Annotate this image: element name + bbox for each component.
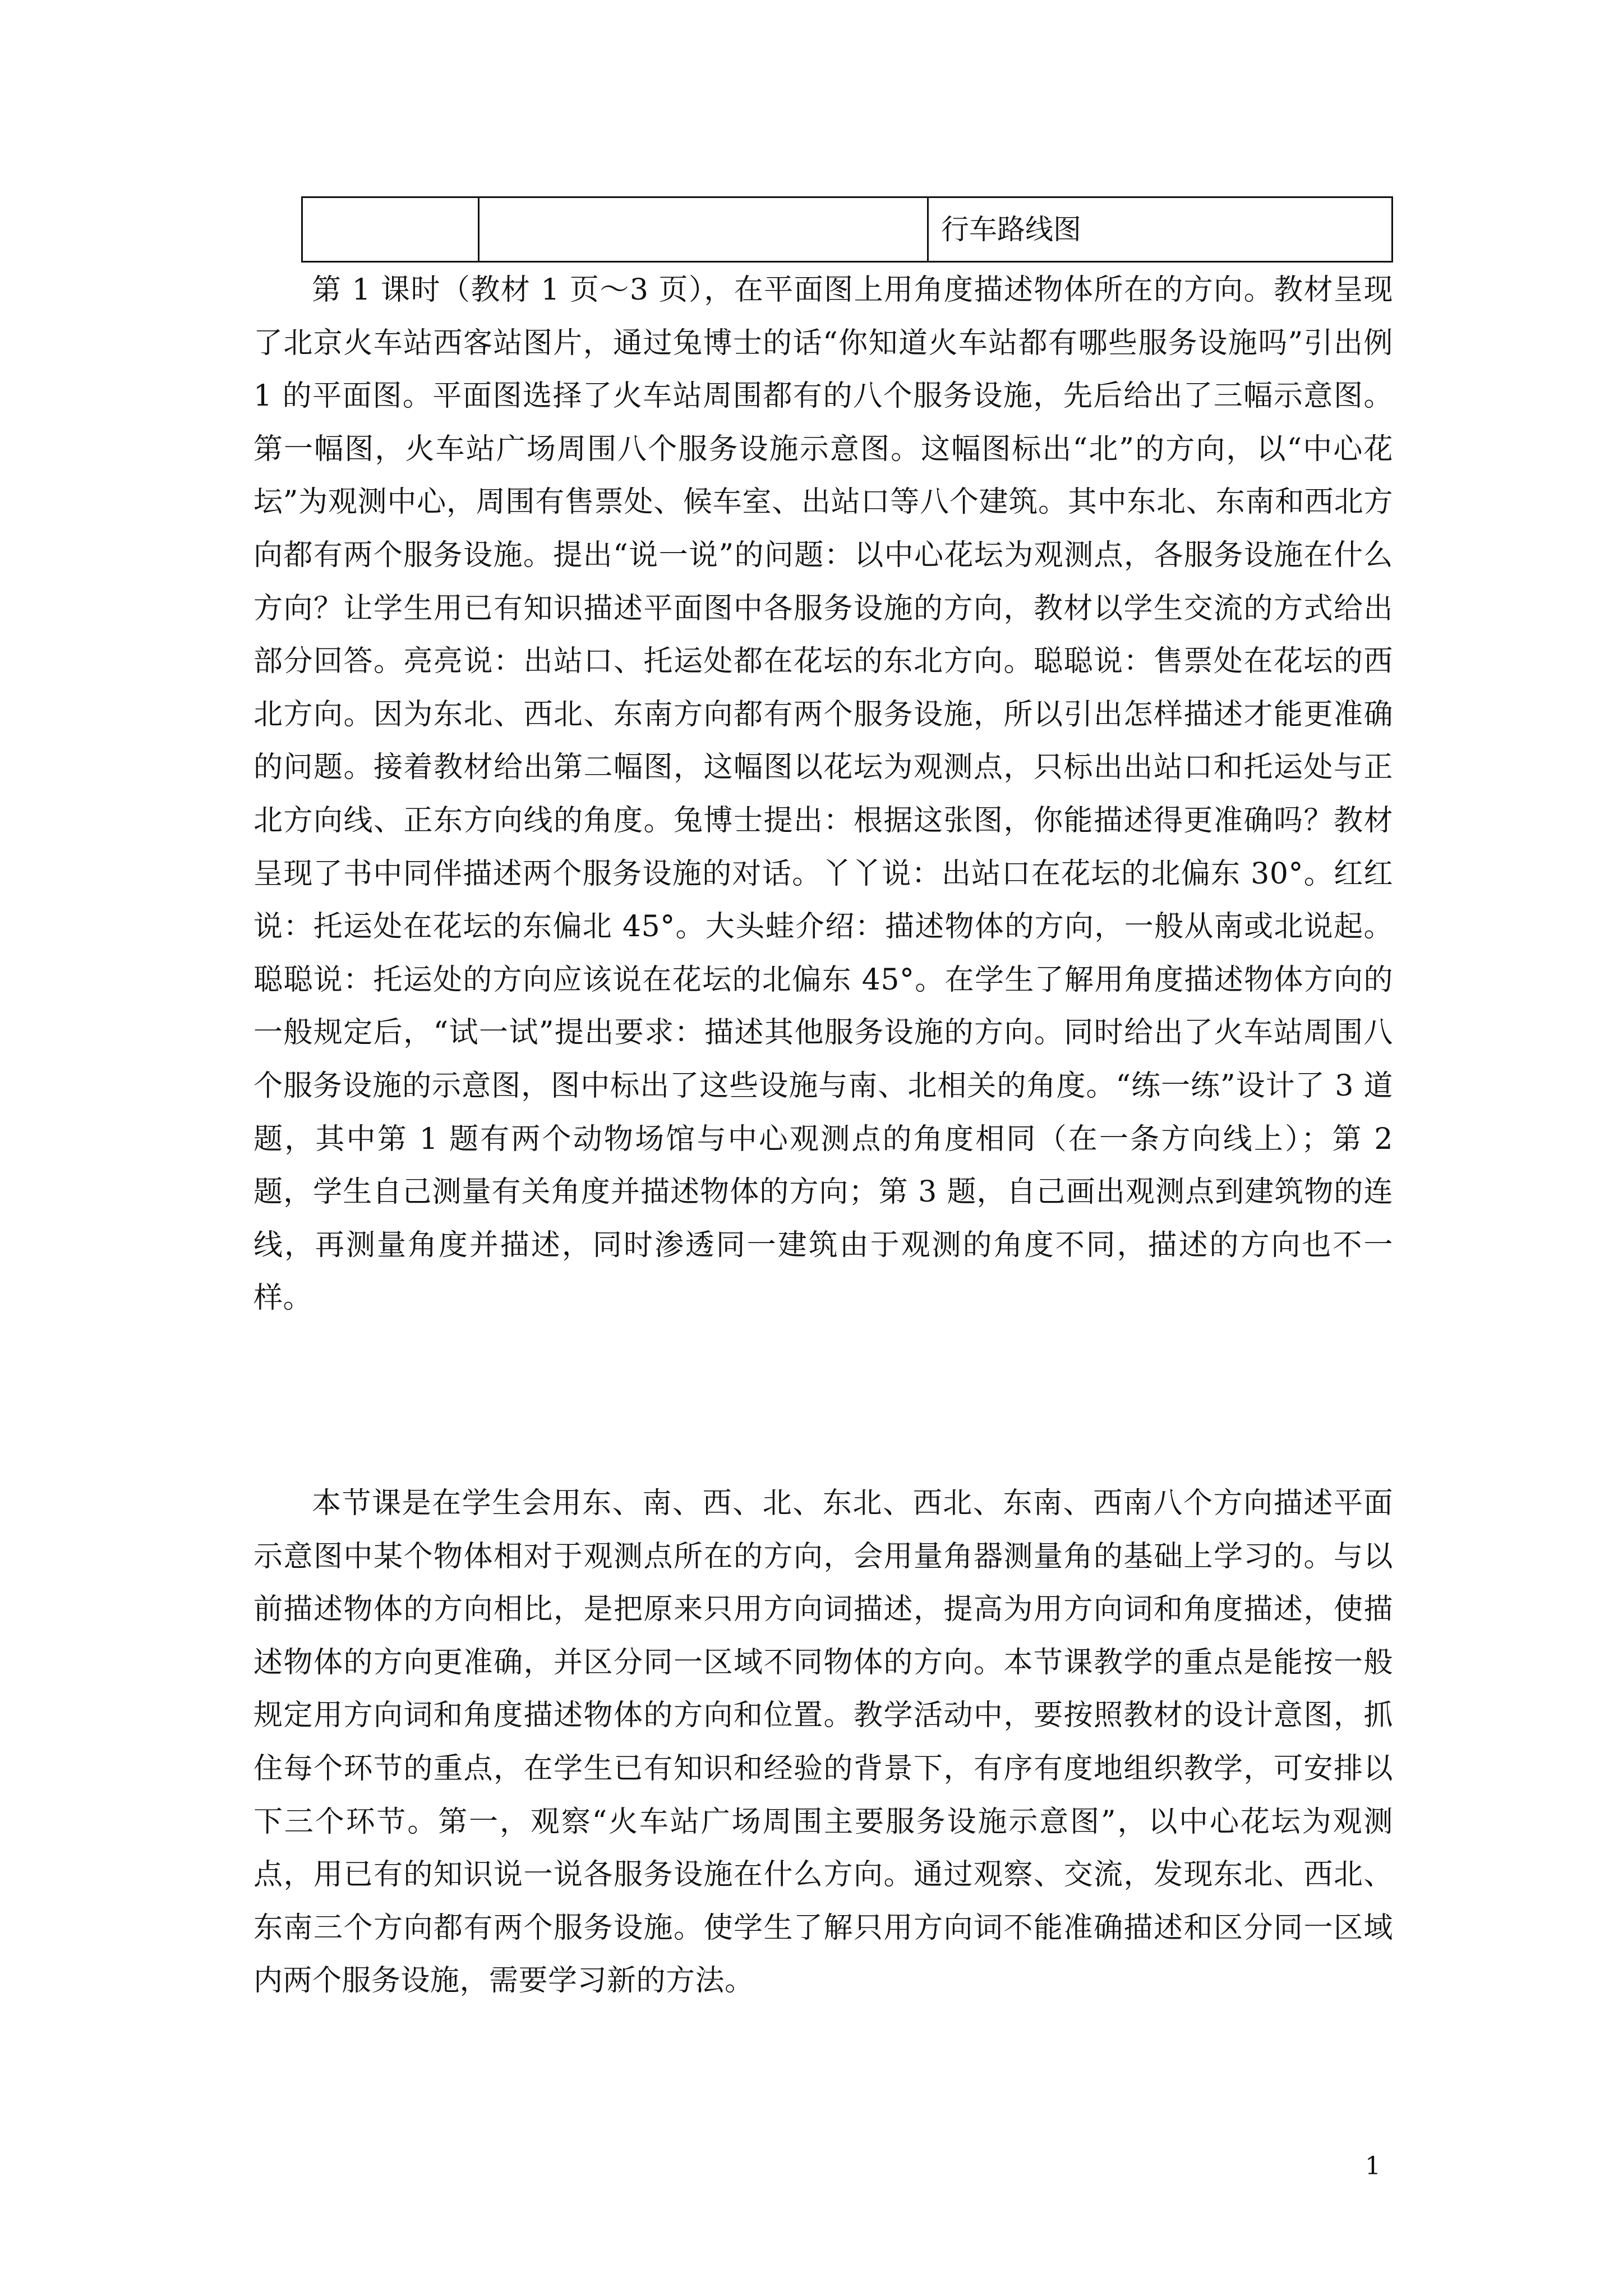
table-cell-3: 行车路线图: [928, 197, 1393, 262]
table-row: [302, 197, 1393, 262]
paragraph-lesson-content: 第 1 课时（教材 1 页～3 页），在平面图上用角度描述物体所在的方向。教材呈现了北京火车站西客站图片，通过兔博士的话“你知道火车站都有哪些服务设施吗”引出例 1 的平面图。平面图选择了火车站周围都有的八个服务设施，先后给出了三幅示意图。第一幅图，火车站广场周围八个服务设施示意图。这幅图标出“北”的方向，以“中心花坛”为观测中心，周围有售票处、候车室、出站口等八个建筑。其中东北、东南和西北方向都有两个服务设施。提出“说一说”的问题：以中心花坛为观测点，各服务设施在什么方向？让学生用已有知识描述平面图中各服务设施的方向，教材以学生交流的方式给出部分回答。亮亮说：出站口、托运处都在花坛的东北方向。聪聪说：售票处在花坛的西北方向。因为东北、西北、东南方向都有两个服务设施，所以引出怎样描述才能更准确的问题。接着教材给出第二幅图，这幅图以花坛为观测点，只标出出站口和托运处与正北方向线、正东方向线的角度。兔博士提出：根据这张图，你能描述得更准确吗？教材呈现了书中同伴描述两个服务设施的对话。丫丫说：出站口在花坛的北偏东 30°。红红说：托运处在花坛的东偏北 45°。大头蛙介绍：描述物体的方向，一般从南或北说起。聪聪说：托运处的方向应该说在花坛的北偏东 45°。在学生了解用角度描述物体方向的一般规定后，“试一试”提出要求：描述其他服务设施的方向。同时给出了火车站周围八个服务设施的示意图，图中标出了这些设施与南、北相关的角度。“练一练”设计了 3 道题，其中第 1 题有两个动物场馆与中心观测点的角度相同（在一条方向线上）；第 2 题，学生自己测量有关角度并描述物体的方向；第 3 题，自己画出观测点到建筑物的连线，再测量角度并描述，同时渗透同一建筑由于观测的角度不同，描述的方向也不一样。: [253, 273, 1393, 1315]
page-number: 1: [1365, 2152, 1381, 2180]
header-table: [301, 196, 1393, 263]
table-cell-2: [479, 197, 928, 262]
table-cell-1: [302, 197, 479, 262]
paragraph-teaching-analysis: 本节课是在学生会用东、南、西、北、东北、西北、东南、西南八个方向描述平面示意图中某个物体相对于观测点所在的方向，会用量角器测量角的基础上学习的。与以前描述物体的方向相比，是把原来只用方向词描述，提高为用方向词和角度描述，使描述物体的方向更准确，并区分同一区域不同物体的方向。本节课教学的重点是能按一般规定用方向词和角度描述物体的方向和位置。教学活动中，要按照教材的设计意图，抓住每个环节的重点，在学生已有知识和经验的背景下，有序有度地组织教学，可安排以下三个环节。第一，观察“火车站广场周围主要服务设施示意图”，以中心花坛为观测点，用已有的知识说一说各服务设施在什么方向。通过观察、交流，发现东北、西北、东南三个方向都有两个服务设施。使学生了解只用方向词不能准确描述和区分同一区域内两个服务设施，需要学习新的方法。: [253, 1487, 1393, 1998]
